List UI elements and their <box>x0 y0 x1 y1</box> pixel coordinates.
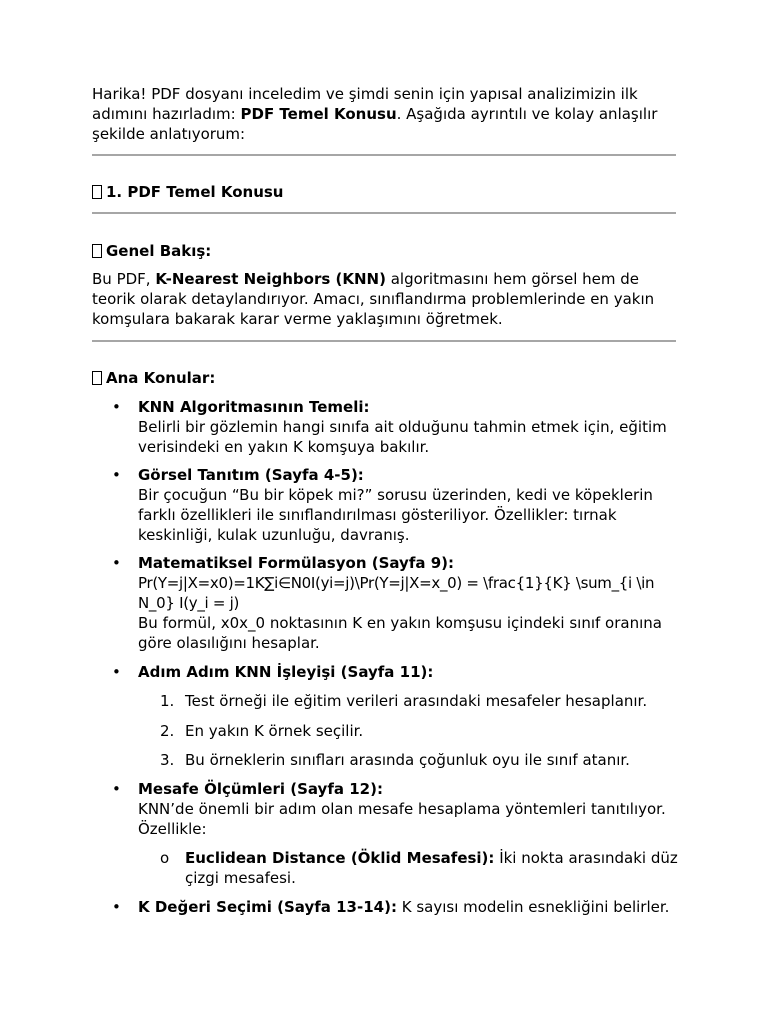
intro-text-end: . Aşağıda ayrıntılı ve kolay anlaşılır şekilde anlatıyorum: <box>92 105 658 143</box>
list-item-title: Adım Adım KNN İşleyişi (Sayfa 11): <box>138 663 434 681</box>
list-item-body: Bu formül, x0x_0 noktasının K en yakın komşusu içindeki sınıf oranına göre olasılığını hesaplar. <box>138 614 662 652</box>
bullet: • <box>112 554 121 572</box>
intro-bold: PDF Temel Konusu <box>240 105 397 123</box>
missing-emoji-icon <box>92 185 102 199</box>
list-item <box>138 662 683 682</box>
list-item-body: KNN’de önemli bir adım olan mesafe hesaplama yöntemleri tanıtılıyor. Özellikle: <box>138 800 666 838</box>
step-number: 3. <box>160 751 175 769</box>
list-item-body: Bir çocuğun “Bu bir köpek mi?” sorusu üzerinden, kedi ve köpeklerin farklı özellikleri ile sınıflandırılması gösteriliyor. Özellikler: tırnak keskinliği, kulak uzunluğu, davranış. <box>138 486 653 544</box>
step-text: Bu örneklerin sınıfları arasında çoğunluk oyu ile sınıf atanır. <box>185 751 630 769</box>
overview-paragraph <box>92 269 682 329</box>
distance-body: İki nokta arasındaki düz çizgi mesafesi. <box>185 849 678 887</box>
missing-emoji-icon <box>92 371 102 385</box>
list-item <box>138 465 683 545</box>
overview-heading-text: Genel Bakış: <box>106 242 212 260</box>
intro-paragraph <box>92 84 682 144</box>
formula-text: Pr(Y=j|X=x0)=1K∑i∈N0I(yi=j)\Pr(Y=j|X=x_0) = \frac{1}{K} \sum_{i \in N_0} I(y_i = j) <box>138 574 655 612</box>
bullet: • <box>112 398 121 416</box>
overview-bold: K-Nearest Neighbors (KNN) <box>155 270 386 288</box>
bullet: • <box>112 466 121 484</box>
divider <box>92 212 676 214</box>
list-item-title: KNN Algoritmasının Temeli: <box>138 398 370 416</box>
bullet: • <box>112 780 121 798</box>
bullet: • <box>112 663 121 681</box>
step-text: En yakın K örnek seçilir. <box>185 722 364 740</box>
section-title <box>92 182 682 202</box>
divider <box>92 340 676 342</box>
step-text: Test örneği ile eğitim verileri arasındaki mesafeler hesaplanır. <box>185 692 648 710</box>
sub-bullet: o <box>160 849 170 867</box>
topics-heading-text: Ana Konular: <box>106 369 216 387</box>
list-item <box>138 553 683 653</box>
list-item <box>138 397 683 457</box>
list-item-body: K sayısı modelin esnekliğini belirler. <box>396 898 670 916</box>
distance-title: Euclidean Distance (Öklid Mesafesi): <box>185 849 495 867</box>
missing-emoji-icon <box>92 244 102 258</box>
step-number: 2. <box>160 722 175 740</box>
section-title-text: 1. PDF Temel Konusu <box>106 183 284 201</box>
topics-heading <box>92 368 682 388</box>
distance-item <box>185 848 680 888</box>
intro-text: Harika! PDF dosyanı inceledim ve şimdi senin için yapısal analizimizin ilk adımını hazırladım: <box>92 85 638 123</box>
list-item-title: K Değeri Seçimi (Sayfa 13-14): <box>138 898 397 916</box>
list-item <box>138 897 683 917</box>
list-item-title: Görsel Tanıtım (Sayfa 4-5): <box>138 466 364 484</box>
overview-text-end: algoritmasını hem görsel hem de teorik olarak detaylandırıyor. Amacı, sınıflandırma problemlerinde en yakın komşulara bakarak karar verme yaklaşımını öğretmek. <box>92 270 655 328</box>
bullet: • <box>112 898 121 916</box>
divider <box>92 154 676 156</box>
list-item-title: Mesafe Ölçümleri (Sayfa 12): <box>138 780 383 798</box>
step-number: 1. <box>160 692 175 710</box>
list-item-body: Belirli bir gözlemin hangi sınıfa ait olduğunu tahmin etmek için, eğitim verisindeki en yakın K komşuya bakılır. <box>138 418 667 456</box>
overview-heading <box>92 241 682 261</box>
overview-text: Bu PDF, <box>92 270 156 288</box>
list-item-title: Matematiksel Formülasyon (Sayfa 9): <box>138 554 454 572</box>
list-item <box>138 779 683 839</box>
